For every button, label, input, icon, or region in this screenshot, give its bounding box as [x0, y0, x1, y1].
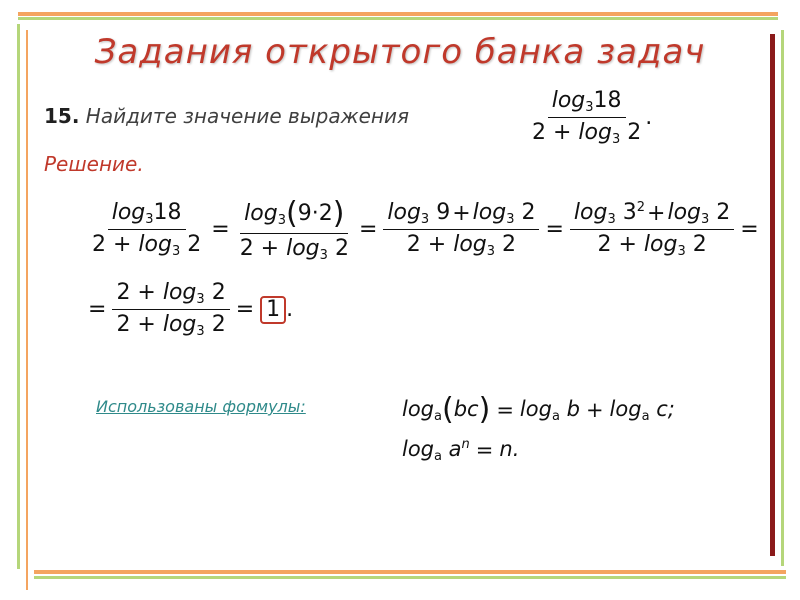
- top-green-bar: [18, 17, 778, 20]
- step-fraction-3: $\frac{\log_3 9+\log_3 2}{2 + \log_3 2}$: [383, 200, 539, 259]
- problem-statement: [44, 104, 409, 128]
- problem-fraction: [528, 88, 645, 147]
- solution-line-1: $\frac{\log_318}{2 + \log_3 2}$ = $\frac{\log_3(9\cdot 2)}{2 + \log_3 2}$ = $\frac{\log_3 9+\log_3 2}{2 + \log_3 2}$ = $\frac{\log_3 3^2+\log_3 2}{2 + \log_3 2}$ =: [88, 196, 765, 263]
- right-green-bar: [781, 30, 784, 566]
- left-green-bar: [17, 24, 20, 569]
- formula-2: $\log_a a^n = n$.: [402, 437, 520, 464]
- right-dark-red-bar: [770, 34, 775, 556]
- slide-title: Задания открытого банка задач: [94, 32, 706, 72]
- formulas-link[interactable]: Использованы формулы:: [96, 397, 306, 416]
- answer-box: 1: [260, 296, 286, 324]
- fraction-denominator: $2 + \log_3 2$: [532, 120, 642, 147]
- left-orange-bar: [26, 30, 28, 590]
- bottom-green-bar: [34, 576, 786, 579]
- solution-label: Решение.: [44, 152, 144, 176]
- formula-1: $\log_a(bc) = \log_a b + \log_a c$;: [402, 392, 675, 427]
- bottom-orange-bar: [34, 570, 786, 574]
- problem-text: Найдите значение выражения: [85, 104, 410, 128]
- step-fraction-4: $\frac{\log_3 3^2+\log_3 2}{2 + \log_3 2}$: [570, 200, 734, 259]
- top-orange-bar: [18, 12, 778, 16]
- solution-line-2: = $\frac{2 + \log_3 2}{2 + \log_3 2}$ = 1 .: [88, 280, 294, 339]
- step-fraction-1: $\frac{\log_318}{2 + \log_3 2}$: [92, 200, 202, 259]
- step-fraction-2: $\frac{\log_3(9\cdot 2)}{2 + \log_3 2}$: [239, 196, 349, 263]
- step-fraction-5: $\frac{2 + \log_3 2}{2 + \log_3 2}$: [112, 280, 229, 339]
- problem-number: 15.: [44, 104, 80, 128]
- fraction-numerator: $\log_318$: [548, 88, 626, 118]
- problem-expression: $\frac{\log_318}{2 + \log_3 2}$ .: [528, 88, 652, 147]
